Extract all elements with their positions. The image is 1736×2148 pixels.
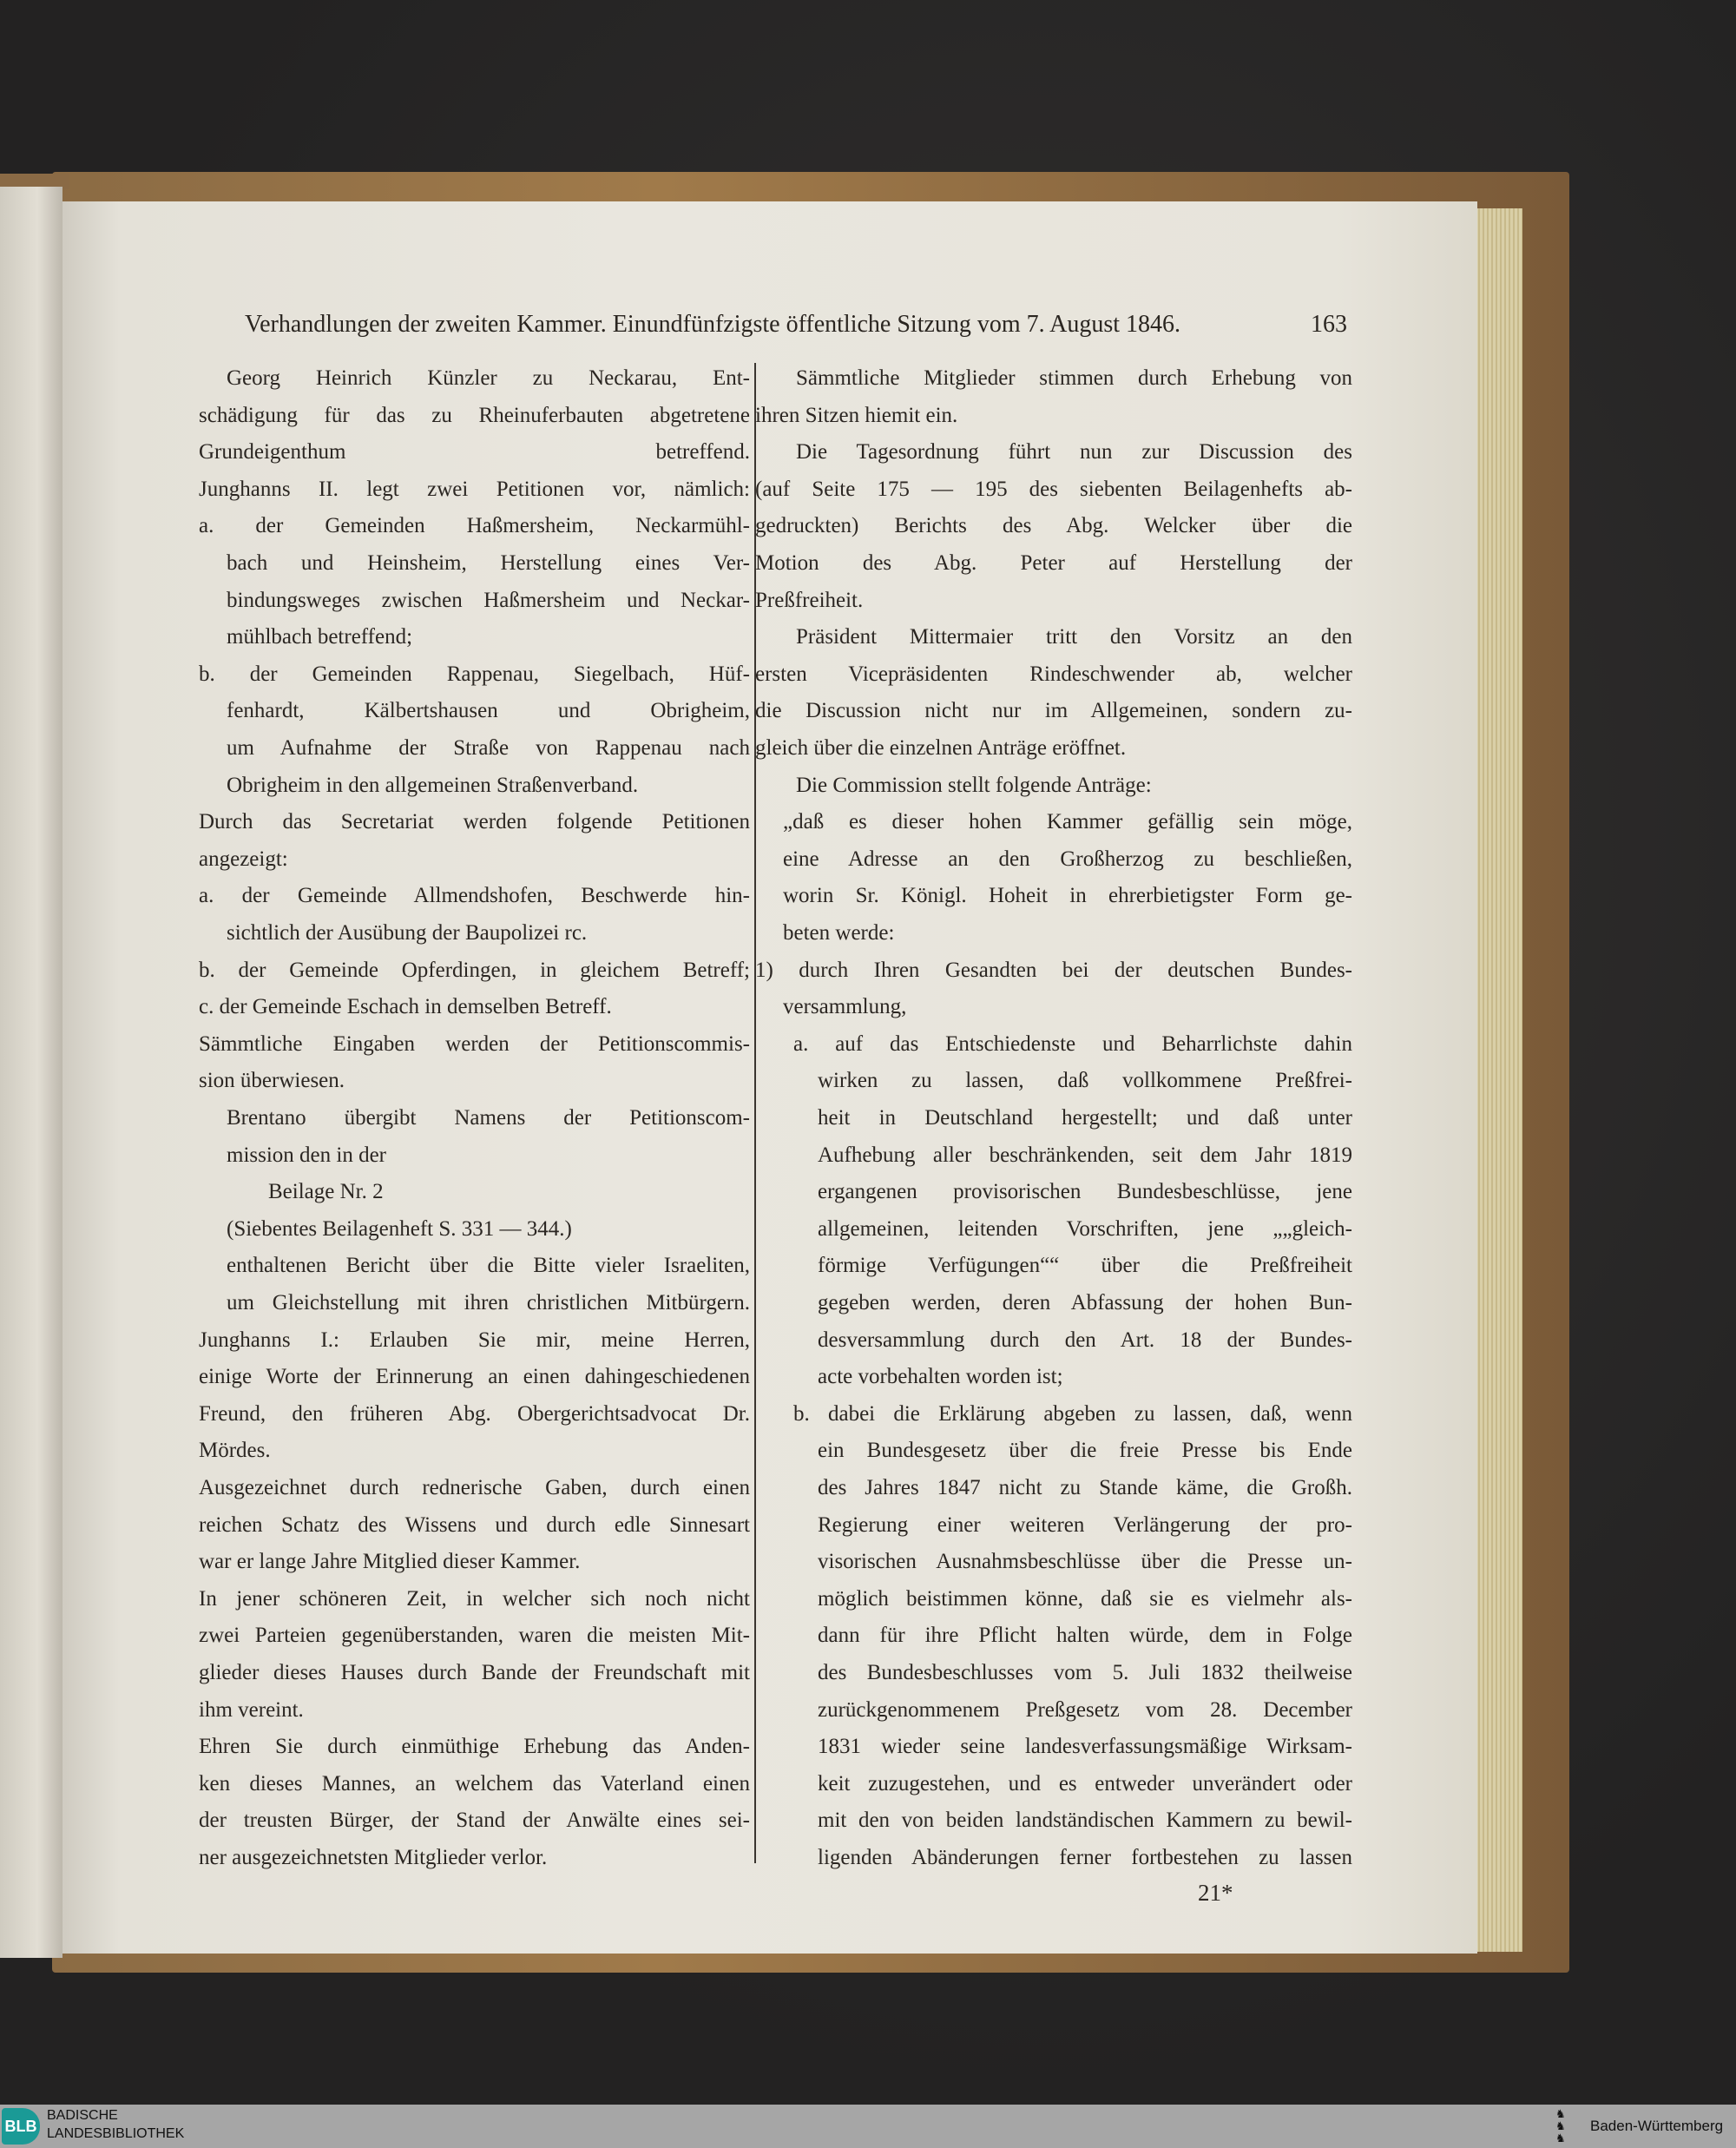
text-line: angezeigt: [199,847,288,871]
running-head: Verhandlungen der zweiten Kammer. Einundfünfzigste öffentliche Sitzung vom 7. August 1846. [245,311,1181,338]
text-line: Brentano übergibt Namens der Petitionscom- [227,1106,750,1130]
text-line: Sämmtliche Mitglieder stimmen durch Erhebung von [796,366,1352,390]
text-line: Sämmtliche Eingaben werden der Petitionscommis- [199,1031,750,1056]
text-line: Durch das Secretariat werden folgende Petitionen [199,810,750,834]
text-line: möglich beistimmen könne, daß sie es vielmehr als- [818,1586,1352,1611]
text-line: c. der Gemeinde Eschach in demselben Betreff. [199,995,612,1019]
text-line: Präsident Mittermaier tritt den Vorsitz an den [796,625,1352,649]
text-line: Aufhebung aller beschränkenden, seit dem Jahr 1819 [818,1143,1352,1167]
text-line: worin Sr. Königl. Hoheit in ehrerbietigster Form ge- [783,884,1352,908]
text-line: mühlbach betreffend; [227,625,413,649]
text-line: versammlung, [783,995,907,1019]
text-line: schädigung für das zu Rheinuferbauten abgetretene [199,403,750,427]
text-line: ken dieses Mannes, an welchem das Vaterland einen [199,1771,750,1795]
text-line: (Siebentes Beilagenheft S. 331 — 344.) [227,1216,572,1241]
text-line: der treusten Bürger, der Stand der Anwälte eines sei- [199,1809,750,1833]
text-line: Ausgezeichnet durch rednerische Gaben, durch einen [199,1476,750,1499]
text-line: einige Worte der Erinnerung an einen dahingeschiedenen [199,1365,750,1389]
text-line: reichen Schatz des Wissens und durch edle Sinnesart [199,1512,750,1537]
text-line: (auf Seite 175 — 195 des siebenten Beilagenhefts ab- [755,477,1352,501]
text-line: mit den von beiden landständischen Kammern zu bewil- [818,1809,1352,1833]
text-line: keit zuzugestehen, und es entweder unverändert oder [818,1771,1352,1795]
text-line: allgemeinen, leitenden Vorschriften, jene „„gleich- [818,1216,1352,1241]
text-line: a. der Gemeinde Allmendshofen, Beschwerde hin- [199,884,750,908]
page-number: 163 [1311,311,1347,338]
text-line: fenhardt, Kälbertshausen und Obrigheim, [227,699,750,723]
text-line: um Aufnahme der Straße von Rappenau nach [227,736,750,760]
text-line: ein Bundesgesetz über die freie Presse bis Ende [818,1439,1352,1463]
left-page-sliver [0,187,62,1958]
library-name-line2: LANDESBIBLIOTHEK [47,2126,185,2141]
text-line: visorischen Ausnahmsbeschlüsse über die Presse un- [818,1550,1352,1574]
text-line: a. auf das Entschiedenste und Beharrlichste dahin [793,1031,1352,1056]
text-line: gedruckten) Berichts des Abg. Welcker über die [755,514,1352,538]
text-line: zurückgenommenem Preßgesetz vom 28. December [818,1697,1352,1722]
text-line: Junghanns II. legt zwei Petitionen vor, nämlich: [199,477,750,501]
text-line: desversammlung durch den Art. 18 der Bundes- [818,1328,1352,1352]
signature-mark: 21* [1198,1880,1233,1906]
text-line: In jener schöneren Zeit, in welcher sich noch nicht [199,1586,750,1611]
text-line: „daß es dieser hohen Kammer gefällig sein möge, [783,810,1352,834]
text-line: eine Adresse an den Großherzog zu beschließen, [783,847,1352,871]
text-line: zwei Parteien gegenüberstanden, waren die meisten Mit- [199,1624,750,1648]
text-line: 1831 wieder seine landesverfassungsmäßige Wirksam- [818,1735,1352,1759]
text-line: sichtlich der Ausübung der Baupolizei rc. [227,921,588,945]
text-line: war er lange Jahre Mitglied dieser Kammer. [199,1550,581,1574]
text-line: Obrigheim in den allgemeinen Straßenverband. [227,773,639,797]
text-line: ligenden Abänderungen ferner fortbestehen zu lassen [818,1846,1352,1869]
text-line: enthaltenen Bericht über die Bitte vieler Israeliten, [227,1254,750,1278]
text-line: Junghanns I.: Erlauben Sie mir, meine Herren, [199,1328,750,1352]
text-line: dann für ihre Pflicht halten würde, dem in Folge [818,1624,1352,1648]
text-line: ihren Sitzen hiemit ein. [755,403,958,427]
text-line: glieder dieses Hauses durch Bande der Freundschaft mit [199,1661,750,1684]
text-line: um Gleichstellung mit ihren christlichen Mitbürgern. [227,1291,750,1314]
text-line: Ehren Sie durch einmüthige Erhebung das Anden- [199,1735,750,1759]
text-line: Mördes. [199,1439,271,1463]
text-line: bindungsweges zwischen Haßmersheim und Neckar- [227,588,750,612]
text-line: förmige Verfügungen““ über die Preßfreiheit [818,1254,1352,1278]
text-line: Die Tagesordnung führt nun zur Discussion des [796,440,1352,465]
text-line: des Jahres 1847 nicht zu Stande käme, die Großh. [818,1476,1352,1499]
footer-bar [0,2105,1736,2148]
text-line: Freund, den früheren Abg. Obergerichtsadvocat Dr. [199,1401,750,1426]
text-line: mission den in der [227,1143,387,1167]
text-line: Die Commission stellt folgende Anträge: [796,773,1152,797]
text-line: Beilage Nr. 2 [268,1180,384,1204]
text-line: b. der Gemeinden Rappenau, Siegelbach, Hüf- [199,662,750,686]
text-line: sion überwiesen. [199,1069,345,1093]
text-line: acte vorbehalten worden ist; [818,1365,1063,1389]
text-line: Grundeigenthum betreffend. [199,440,750,465]
text-line: Regierung einer weiteren Verlängerung der pro- [818,1512,1352,1537]
text-line: b. der Gemeinde Opferdingen, in gleichem Betreff; [199,958,750,982]
state-lions-icon: ♞ ♞ ♞ [1555,2107,1566,2145]
text-line: des Bundesbeschlusses vom 5. Juli 1832 theilweise [818,1661,1352,1684]
text-line: bach und Heinsheim, Herstellung eines Ver- [227,551,750,575]
text-line: heit in Deutschland hergestellt; und daß unter [818,1106,1352,1130]
text-line: die Discussion nicht nur im Allgemeinen, sondern zu- [755,699,1352,723]
text-line: ergangenen provisorischen Bundesbeschlüsse, jene [818,1180,1352,1204]
text-line: ner ausgezeichnetsten Mitglieder verlor. [199,1846,548,1869]
text-line: gleich über die einzelnen Anträge eröffnet. [755,736,1127,760]
text-line: Georg Heinrich Künzler zu Neckarau, Ent- [227,366,750,390]
text-line: Preßfreiheit. [755,588,864,612]
text-line: gegeben werden, deren Abfassung der hohen Bun- [818,1291,1352,1314]
text-line: b. dabei die Erklärung abgeben zu lassen, daß, wenn [793,1401,1352,1426]
text-line: a. der Gemeinden Haßmersheim, Neckarmühl- [199,514,750,538]
library-name-line1: BADISCHE [47,2108,118,2123]
text-line: ihm vereint. [199,1697,304,1722]
text-line: wirken zu lassen, daß vollkommene Preßfrei- [818,1069,1352,1093]
text-line: ersten Vicepräsidenten Rindeschwender ab, welcher [755,662,1352,686]
blb-logo[interactable]: BLB [2,2108,40,2145]
text-line: 1) durch Ihren Gesandten bei der deutschen Bundes- [755,958,1352,982]
text-line: beten werde: [783,921,895,945]
state-name[interactable]: Baden-Württemberg [1590,2118,1724,2134]
text-line: Motion des Abg. Peter auf Herstellung der [755,551,1352,575]
